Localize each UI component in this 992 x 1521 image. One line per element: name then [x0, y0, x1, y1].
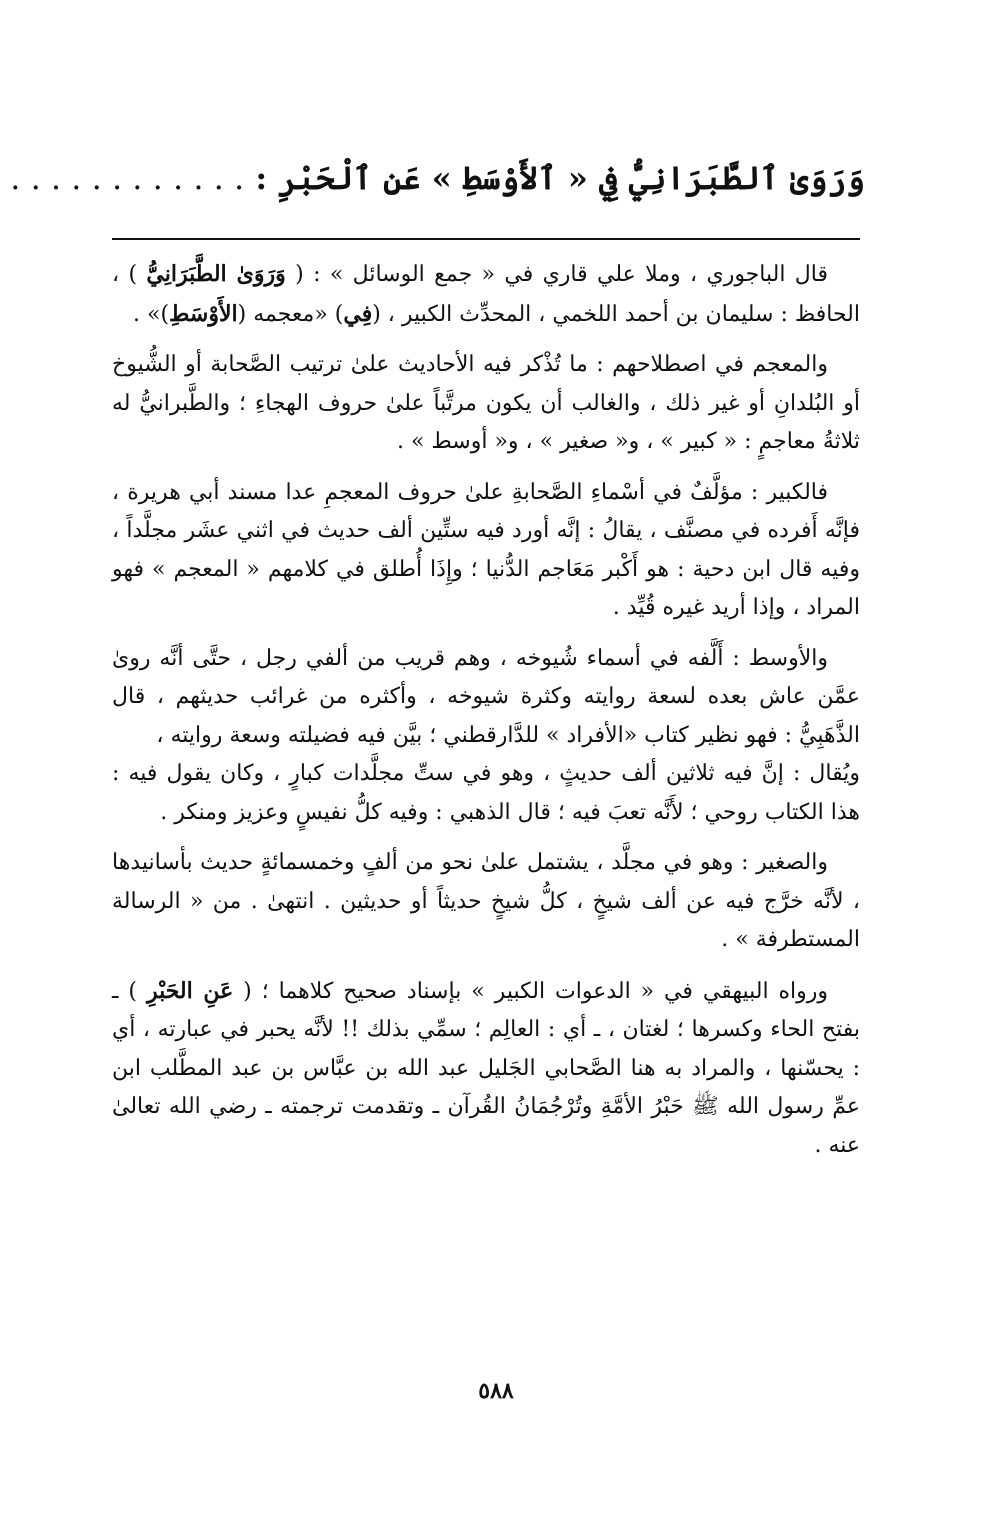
p1-text-c: ) ، الحافظ : سليمان بن أحمد اللخمي ، المحدِّث الكبير ، (	[112, 262, 860, 327]
commentary-paragraph-5: ويُقال : إنَّ فيه ثلاثين ألف حديثٍ ، وهو في ستِّ مجلَّدات كبارٍ ، وكان يقول فيه : هذا الكتاب روحي ؛ لأَنَّه تعبَ فيه ؛ قال الذهبي : وفيه كلُّ نفيسٍ وعزيز ومنكر .	[112, 761, 860, 825]
p1-quote-awsat: الأَوْسَطِ	[169, 300, 238, 327]
footnote-divider	[112, 238, 860, 240]
commentary-paragraph-7	[112, 972, 860, 1166]
commentary-paragraph-6: والصغير : وهو في مجلَّد ، يشتمل علىٰ نحو من ألفٍ وخمسمائةٍ حديث بأسانيدها ، لأنَّه خرَّج فيه عن ألف شيخٍ ، كلُّ شيخٍ حديثاً أو حديثين . انتهىٰ . من « الرسالة المستطرفة » .	[112, 850, 860, 952]
main-text-dots: . . . . . . . . . . . .	[10, 159, 245, 197]
p7-quote-habr: عَنِ الحَبْرِ	[146, 977, 234, 1004]
p1-text-a: قال الباجوري ، وملا علي قاري في « جمع الوسائل » : (	[285, 262, 829, 287]
p1-quote-fi: فِي	[343, 300, 373, 327]
page-number: ٥٨٨	[478, 1378, 514, 1404]
commentary-paragraph-2: والمعجم في اصطلاحهم : ما تُذْكر فيه الأحاديث علىٰ ترتيب الصَّحابة أو الشُّيوخ أو البُلدانِ أو غير ذلك ، والغالب أن يكون مرتَّباً علىٰ حروف الهجاءِ ؛ والطَّبرانيُّ له ثلاثةُ معاجمٍ : « كبير » ، و« صغير » ، و« أوسط » .	[112, 352, 860, 454]
p1-text-g: )» .	[133, 301, 170, 327]
p7-text-a: ورواه البيهقي في « الدعوات الكبير » بإسناد صحيح كلاهما ؛ (	[233, 978, 829, 1004]
p1-quote-matn: وَرَوَىٰ الطَّبَرَانِيُّ	[146, 261, 286, 287]
commentary-paragraph-1	[112, 255, 860, 334]
main-text-line	[10, 150, 865, 206]
main-text: وَرَوَىٰ ٱلطَّبَرَانِيُّ فِي « ٱلأَوْسَطِ » عَنِ ٱلْحَبْرِ :	[255, 159, 865, 197]
commentary-paragraph-3: فالكبير : مؤلَّفٌ في أسْماءِ الصَّحابةِ علىٰ حروف المعجمِ عدا مسند أبي هريرة ، فإنَّه أَفرده في مصنَّف ، يقالُ : إنَّه أورد فيه ستِّين ألف حديث في اثني عشَر مجلَّداً ، وفيه قال ابن دحية : هو أَكْبر مَعَاجم الدُّنيا ؛ وإِذَا أُطلق في كلامهم « المعجم » فهو المراد ، وإذا أريد غيره قُيِّد .	[112, 479, 860, 620]
commentary-paragraph-4: والأوسط : أَلَّفه في أسماء شُيوخه ، وهم قريب من ألفي رجل ، حتَّى أنَّه روىٰ عمَّن عاش بعده لسعة روايته وكثرة شيوخه ، وأكثره من غرائب حديثهم ، قال الذَّهَبِيُّ : فهو نظير كتاب «الأفراد » للدَّارقطني ؛ بيَّن فيه فضيلته وسعة روايته ،	[112, 645, 860, 748]
p1-text-e: ) «معجمه (	[237, 301, 344, 327]
commentary-block	[112, 255, 860, 1177]
p7-text-c: ) ـ بفتح الحاء وكسرها ؛ لغتان ، ـ أي : العالِم ؛ سمِّي بذلك !! لأنَّه يحبر في عبارته ، أي : يحسّنها ، والمراد به هنا الصَّحابي الجَليل عبد الله بن عبَّاس بن عبد المطَّلب ابن عمِّ رسول الله ﷺ حَبْرُ الأمَّةِ وتُرْجُمَانُ القُرآن ـ وتقدمت ترجمته ـ رضي الله تعالىٰ عنه .	[112, 978, 860, 1158]
